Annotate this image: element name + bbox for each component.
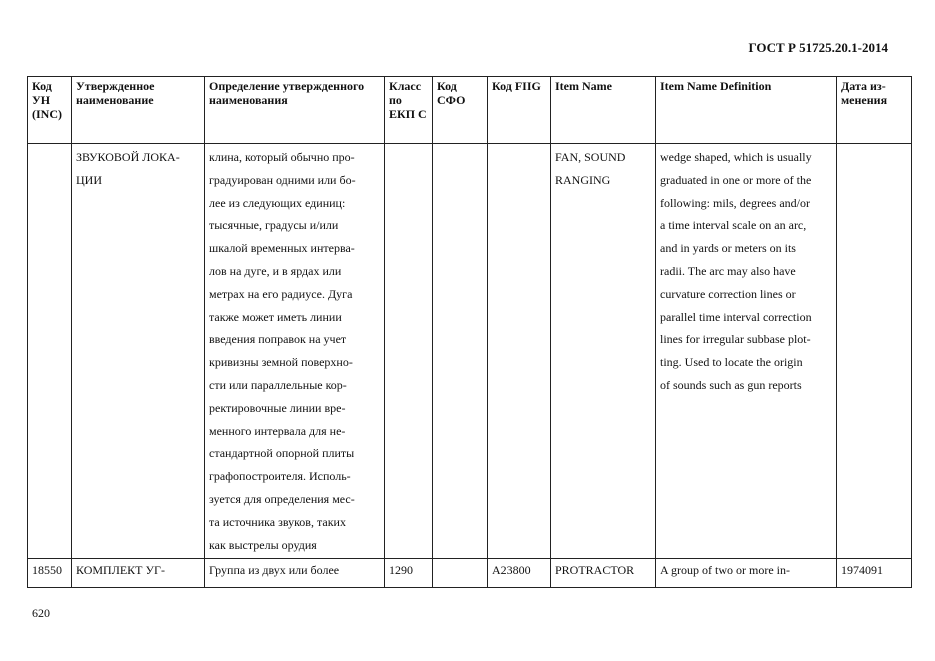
cell-item-name — [551, 144, 656, 559]
text-line: of sounds such as gun reports — [660, 377, 802, 392]
text-line: and in yards or meters on its — [660, 241, 796, 256]
text-line: метрах на его радиусе. Дуга — [209, 286, 353, 301]
cell-definition-en — [656, 144, 837, 559]
cell-date — [837, 144, 912, 559]
text-line: менного интервала для не- — [209, 423, 346, 438]
header-item-name-definition: Item Name Definition — [656, 77, 837, 144]
text-line: введения поправок на учет — [209, 332, 347, 347]
text-line: radii. The arc may also have — [660, 263, 796, 278]
text-line: также может иметь линии — [209, 309, 342, 324]
cell-sfo — [433, 559, 488, 588]
cell-fiig — [488, 144, 551, 559]
text-line: кривизны земной поверхно- — [209, 355, 353, 370]
cell-approved-name — [72, 144, 205, 559]
text-line: curvature correction lines or — [660, 286, 796, 301]
text-line: сти или параллельные кор- — [209, 377, 347, 392]
text-line: лее из следующих единиц: — [209, 195, 346, 210]
text-line: градуирован одними или бо- — [209, 172, 356, 187]
cell-class: 1290 — [385, 559, 433, 588]
cell-definition-ru — [205, 144, 385, 559]
header-inc: Код УН (INC) — [28, 77, 72, 144]
header-item-name: Item Name — [551, 77, 656, 144]
text-line: графопостроителя. Исполь- — [209, 469, 351, 484]
text-line: following: mils, degrees and/or — [660, 195, 810, 210]
text-line: клина, который обычно про- — [209, 150, 355, 164]
text-line: ректировочные линии вре- — [209, 400, 346, 415]
header-fiig: Код FIIG — [488, 77, 551, 144]
header-sfo: Код СФО — [433, 77, 488, 144]
cell-approved-name: КОМПЛЕКТ УГ- — [72, 559, 205, 588]
cell-inc: 18550 — [28, 559, 72, 588]
table-header-row — [28, 77, 912, 144]
page-number: 620 — [32, 606, 50, 620]
text-line: тысячные, градусы и/или — [209, 218, 339, 233]
header-date: Дата из- менения — [837, 77, 912, 144]
cell-definition-en: A group of two or more in- — [656, 559, 837, 588]
text-line: wedge shaped, which is usually — [660, 150, 812, 164]
table-row — [28, 559, 912, 588]
text-line: a time interval scale on an arc, — [660, 218, 807, 233]
cell-class — [385, 144, 433, 559]
text-line: та источника звуков, таких — [209, 514, 346, 529]
text-line: graduated in one or more of the — [660, 172, 812, 187]
text-line: FAN, SOUND — [555, 150, 626, 164]
table-row — [28, 144, 912, 559]
header-approved-name: Утвержденное наименование — [72, 77, 205, 144]
text-line: ЗВУКОВОЙ ЛОКА- — [76, 150, 180, 164]
text-line: шкалой временных интерва- — [209, 241, 355, 256]
text-line: лов на дуге, и в ярдах или — [209, 263, 342, 278]
text-line: стандартной опорной плиты — [209, 446, 355, 461]
text-line: зуется для определения мес- — [209, 491, 355, 506]
text-line: lines for irregular subbase plot- — [660, 332, 811, 347]
catalog-table — [27, 76, 912, 588]
text-line: как выстрелы орудия — [209, 537, 317, 552]
text-line: ting. Used to locate the origin — [660, 355, 803, 370]
cell-sfo — [433, 144, 488, 559]
header-definition-ru: Определение утвержденного наименования — [205, 77, 385, 144]
cell-date: 1974091 — [837, 559, 912, 588]
text-line: ЦИИ — [76, 172, 102, 187]
header-class: Класс по ЕКП С — [385, 77, 433, 144]
document-title: ГОСТ Р 51725.20.1-2014 — [748, 40, 888, 55]
text-line: parallel time interval correction — [660, 309, 812, 324]
cell-item-name: PROTRACTOR — [551, 559, 656, 588]
cell-inc — [28, 144, 72, 559]
text-line: RANGING — [555, 172, 611, 187]
cell-definition-ru: Группа из двух или более — [205, 559, 385, 588]
cell-fiig: A23800 — [488, 559, 551, 588]
